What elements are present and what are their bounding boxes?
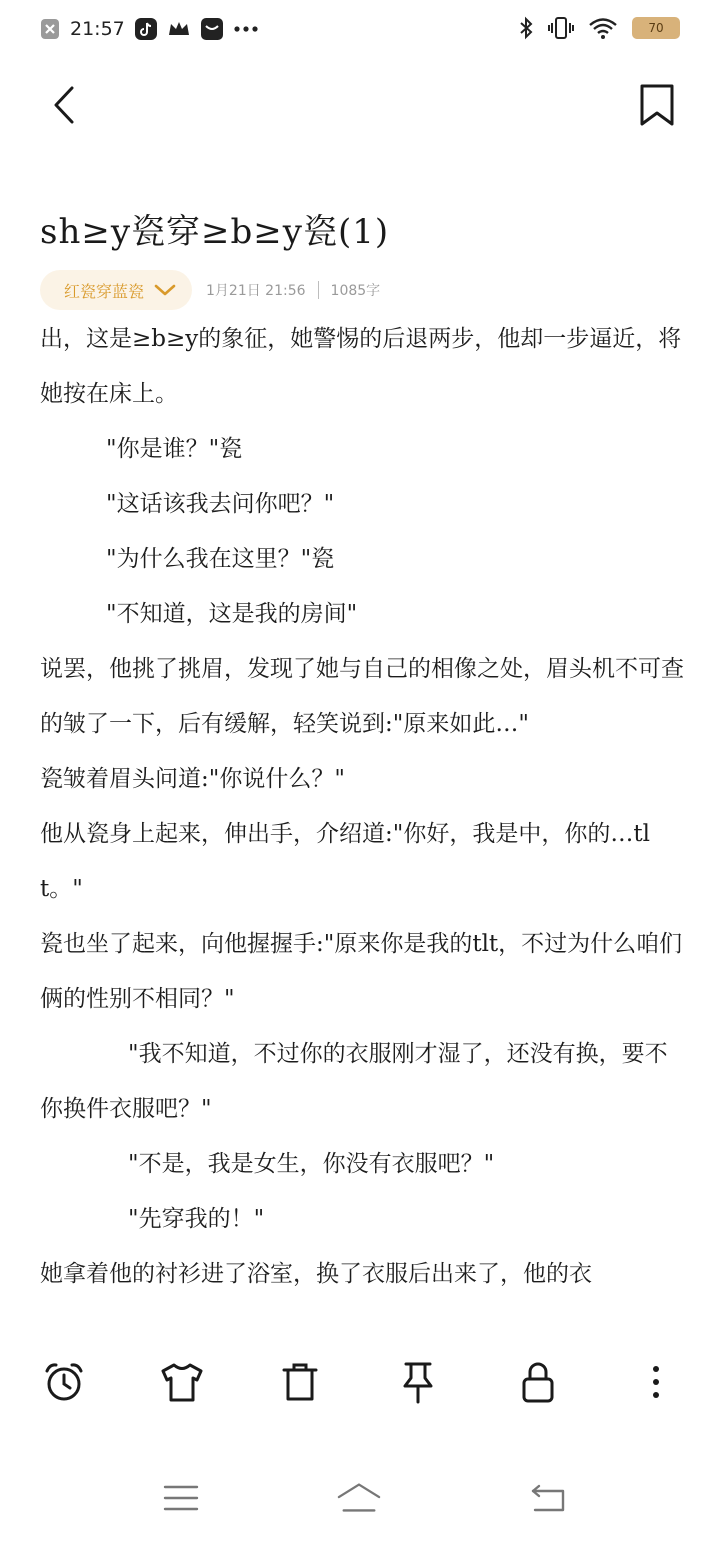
lock-icon	[518, 1359, 558, 1405]
status-bar	[0, 0, 720, 56]
wifi-icon	[588, 17, 618, 39]
reminder-button[interactable]	[40, 1358, 88, 1406]
tiktok-icon	[135, 18, 157, 40]
bluetooth-icon	[518, 16, 534, 40]
note-paragraph: "这话该我去问你吧？"	[106, 491, 335, 517]
note-paragraph: 瓷也坐了起来，向他握握手:"原来你是我的tlt，不过为什么咱们俩的性别不相同？"	[40, 931, 683, 1012]
note-paragraph: "不知道，这是我的房间"	[106, 601, 358, 627]
note-meta-row	[40, 270, 380, 310]
pin-icon	[398, 1360, 438, 1404]
home-button[interactable]	[336, 1478, 382, 1518]
recents-button[interactable]	[158, 1478, 204, 1518]
note-paragraph: 她拿着他的衬衫进了浴室，换了衣服后出来了，他的衣	[40, 1261, 592, 1287]
more-vertical-icon	[650, 1364, 662, 1400]
chevron-left-icon	[42, 82, 88, 128]
back-icon	[529, 1482, 569, 1514]
pin-button[interactable]	[394, 1358, 442, 1406]
note-paragraph: 说罢，他挑了挑眉，发现了她与自己的相像之处，眉头机不可查的皱了一下，后有缓解，轻笑说到:"原来如此…"	[40, 656, 684, 737]
more-dots-icon	[233, 25, 259, 33]
system-nav-bar	[0, 1450, 720, 1544]
mail-box-icon	[201, 18, 223, 40]
note-paragraph: 出，这是≥b≥y的象征，她警惕的后退两步，他却一步逼近，将她按在床上。	[40, 326, 682, 407]
vibrate-icon	[548, 16, 574, 40]
menu-icon	[163, 1483, 199, 1513]
note-paragraph: 他从瓷身上起来，伸出手，介绍道:"你好，我是中，你的…tlt。"	[40, 821, 650, 902]
shirt-icon	[159, 1360, 205, 1404]
note-body[interactable]	[40, 312, 684, 1332]
theme-button[interactable]	[158, 1358, 206, 1406]
top-nav-bar	[0, 70, 720, 140]
alarm-clock-icon	[42, 1360, 86, 1404]
status-time: 21:57	[70, 18, 125, 40]
note-meta	[206, 280, 380, 300]
close-box-icon	[40, 18, 60, 40]
note-paragraph: "为什么我在这里？"瓷	[106, 546, 335, 572]
system-back-button[interactable]	[526, 1478, 572, 1518]
status-left	[40, 16, 259, 42]
note-paragraph: "不是，我是女生，你没有衣服吧？"	[128, 1151, 495, 1177]
note-paragraph: "先穿我的！"	[128, 1206, 265, 1232]
folder-label: 红瓷穿蓝瓷	[64, 281, 145, 301]
note-paragraph: "我不知道，不过你的衣服刚才湿了，还没有换，要不你换件衣服吧？"	[40, 1041, 668, 1122]
delete-button[interactable]	[276, 1358, 324, 1406]
chevron-down-icon	[154, 283, 176, 297]
lock-button[interactable]	[514, 1358, 562, 1406]
crown-icon	[167, 19, 191, 39]
status-right	[518, 14, 680, 42]
back-button[interactable]	[42, 82, 88, 128]
bookmark-button[interactable]	[634, 82, 680, 128]
battery-icon	[632, 17, 680, 39]
folder-dropdown[interactable]	[40, 270, 192, 310]
bottom-toolbar	[0, 1332, 720, 1432]
note-word-count: 1085字	[330, 283, 381, 299]
note-paragraph: "你是谁？"瓷	[106, 436, 243, 462]
trash-icon	[280, 1360, 320, 1404]
battery-level: 70	[648, 21, 664, 35]
note-paragraph: 瓷皱着眉头问道:"你说什么？"	[40, 766, 345, 792]
more-options-button[interactable]	[632, 1358, 680, 1406]
note-title[interactable]: sh≥y瓷穿≥b≥y瓷(1)	[40, 212, 390, 252]
meta-divider	[318, 281, 319, 299]
note-date: 1月21日 21:56	[206, 283, 306, 299]
home-icon	[336, 1481, 382, 1515]
bookmark-icon	[634, 82, 680, 128]
